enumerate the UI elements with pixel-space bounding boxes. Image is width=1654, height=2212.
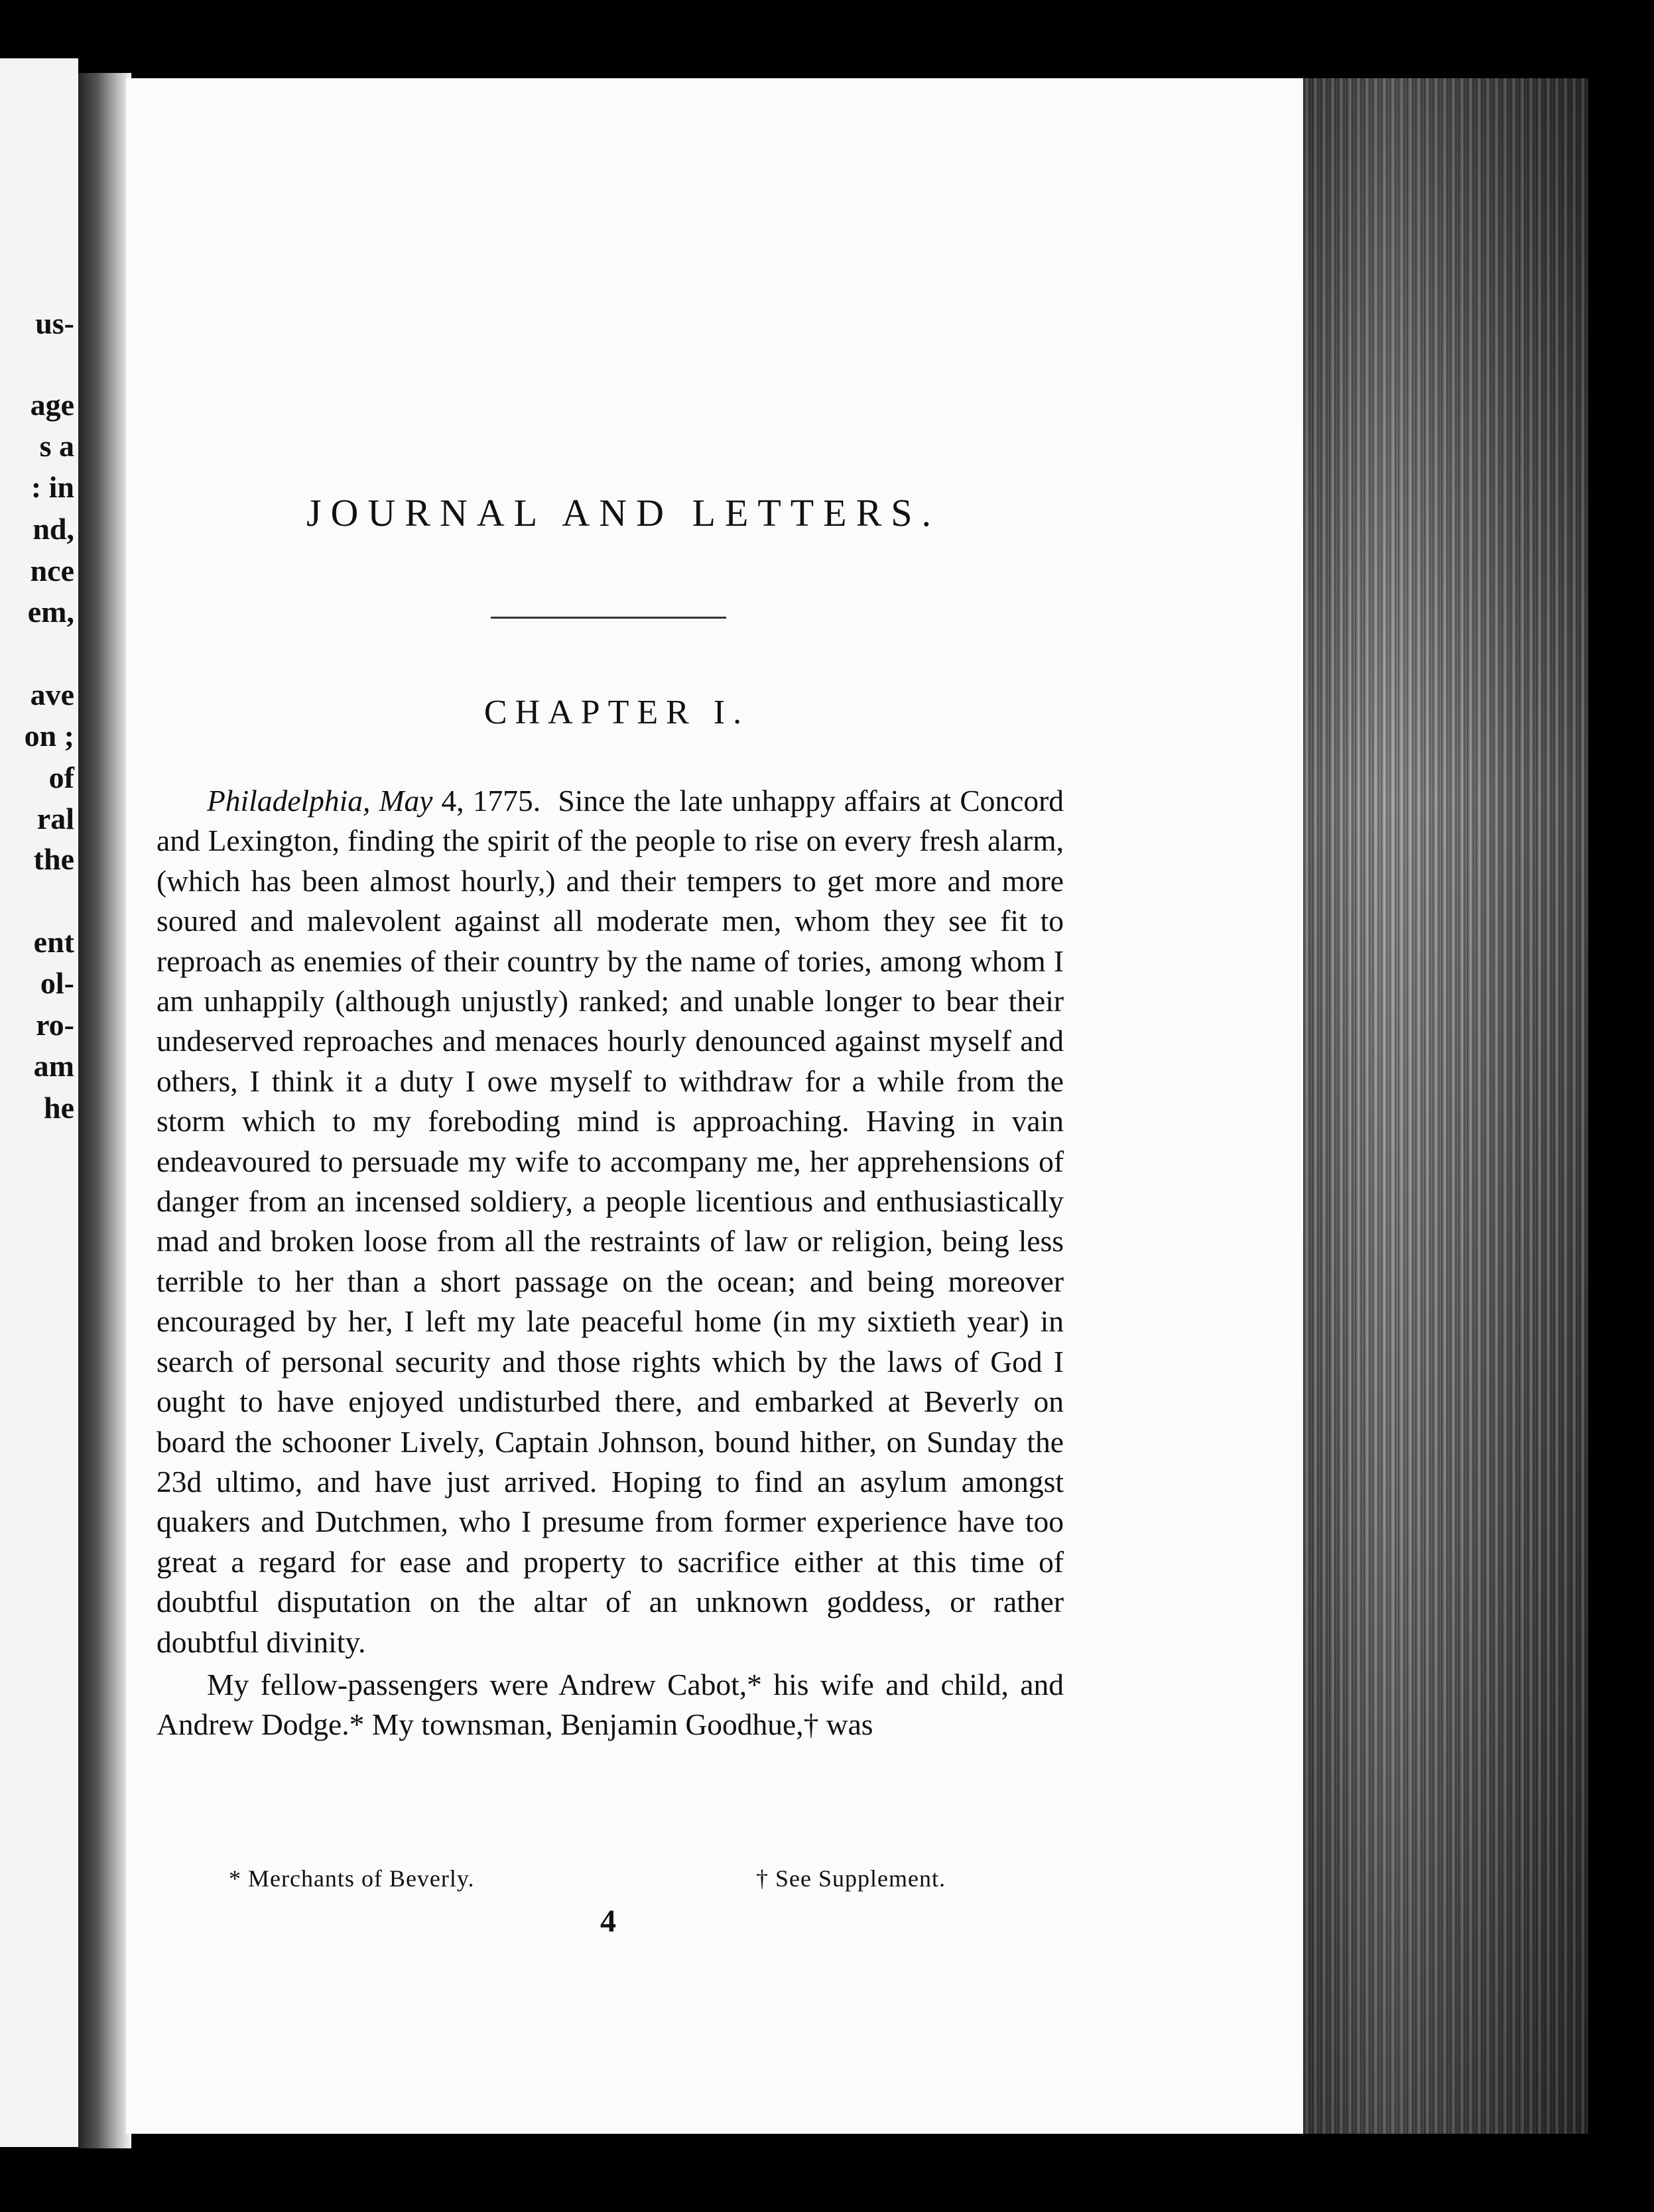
- left-page-fragment: ave: [30, 678, 74, 711]
- footnote: † See Supplement.: [756, 1865, 946, 1892]
- left-page-fragment: nd,: [32, 512, 74, 546]
- left-page-fragment: on ;: [24, 719, 74, 753]
- left-page-fragment: nce: [30, 554, 74, 587]
- book-gutter: [78, 73, 131, 2148]
- left-page-fragment: em,: [27, 595, 74, 629]
- left-page-fragment: he: [44, 1091, 74, 1125]
- paragraph-text: Since the late unhappy affairs at Concord and Lexington, finding the spirit of the people to rise on every fresh alarm, (which has been almost hourly,) and their tempers to get more and more soured and malevolent against all moderate men, whom they see fit to reproach as enemies of their country by the name of tories, among whom I am unhappily (although unjustly) ranked; and unable longer to bear their undeserved reproaches and menaces hourly denounced against myself and others, I think it a duty I owe myself to withdraw for a while from the storm which to my foreboding mind is approaching. Having in vain endeavoured to persuade my wife to accompany me, her apprehensions of danger from an incensed soldiery, a people licentious and enthusiastically mad and broken loose from all the restraints of law or religion, being less terrible to her than a short passage on the ocean; and being moreover encouraged by her, I left my late peaceful home (in my sixtieth year) in search of personal security and those rights which by the laws of God I ought to have enjoyed undisturbed there, and embarked at Beverly on board the schooner Lively, Captain Johnson, bound hither, on Sunday the 23d ultimo, and have just arrived. Hoping to find an asylum amongst quakers and Dutchmen, who I presume from former experience have too great a regard for ease and property to sacrifice either at this time of doubtful disputation on the altar of an unknown goddess, or rather doubtful divinity.: [157, 784, 1064, 1659]
- title-rule: [491, 617, 726, 619]
- running-title: JOURNAL AND LETTERS.: [306, 491, 941, 534]
- left-page-fragment: ol-: [40, 966, 74, 1000]
- dateline-rest: 4, 1775.: [441, 784, 541, 818]
- left-page-fragment: ral: [36, 802, 74, 835]
- left-page-fragment: ent: [33, 925, 74, 959]
- left-page-fragment: age: [30, 388, 74, 422]
- left-page-fragment: s a: [39, 429, 74, 463]
- left-page-fragment: ro-: [36, 1008, 74, 1042]
- left-page-fragment: : in: [31, 470, 74, 504]
- body-text: [157, 781, 1064, 1745]
- paragraph: My fellow-passengers were Andrew Cabot,* his wife and child, and Andrew Dodge.* My townsman, Benjamin Goodhue,† was: [157, 1667, 1064, 1742]
- left-facing-page: [0, 58, 78, 2147]
- left-page-fragment: us-: [35, 306, 74, 340]
- dateline-place: Philadelphia,: [207, 784, 371, 818]
- page-number: 4: [600, 1904, 616, 1939]
- left-page-fragment: the: [33, 842, 74, 876]
- left-page-fragment: of: [48, 761, 74, 794]
- page-fore-edge-shade: [1303, 78, 1588, 2134]
- footnote: * Merchants of Beverly.: [229, 1865, 475, 1892]
- dateline-month: May: [379, 784, 433, 818]
- chapter-heading: CHAPTER I.: [483, 694, 750, 731]
- left-page-fragment: am: [33, 1049, 74, 1083]
- paragraph: [157, 781, 1064, 1662]
